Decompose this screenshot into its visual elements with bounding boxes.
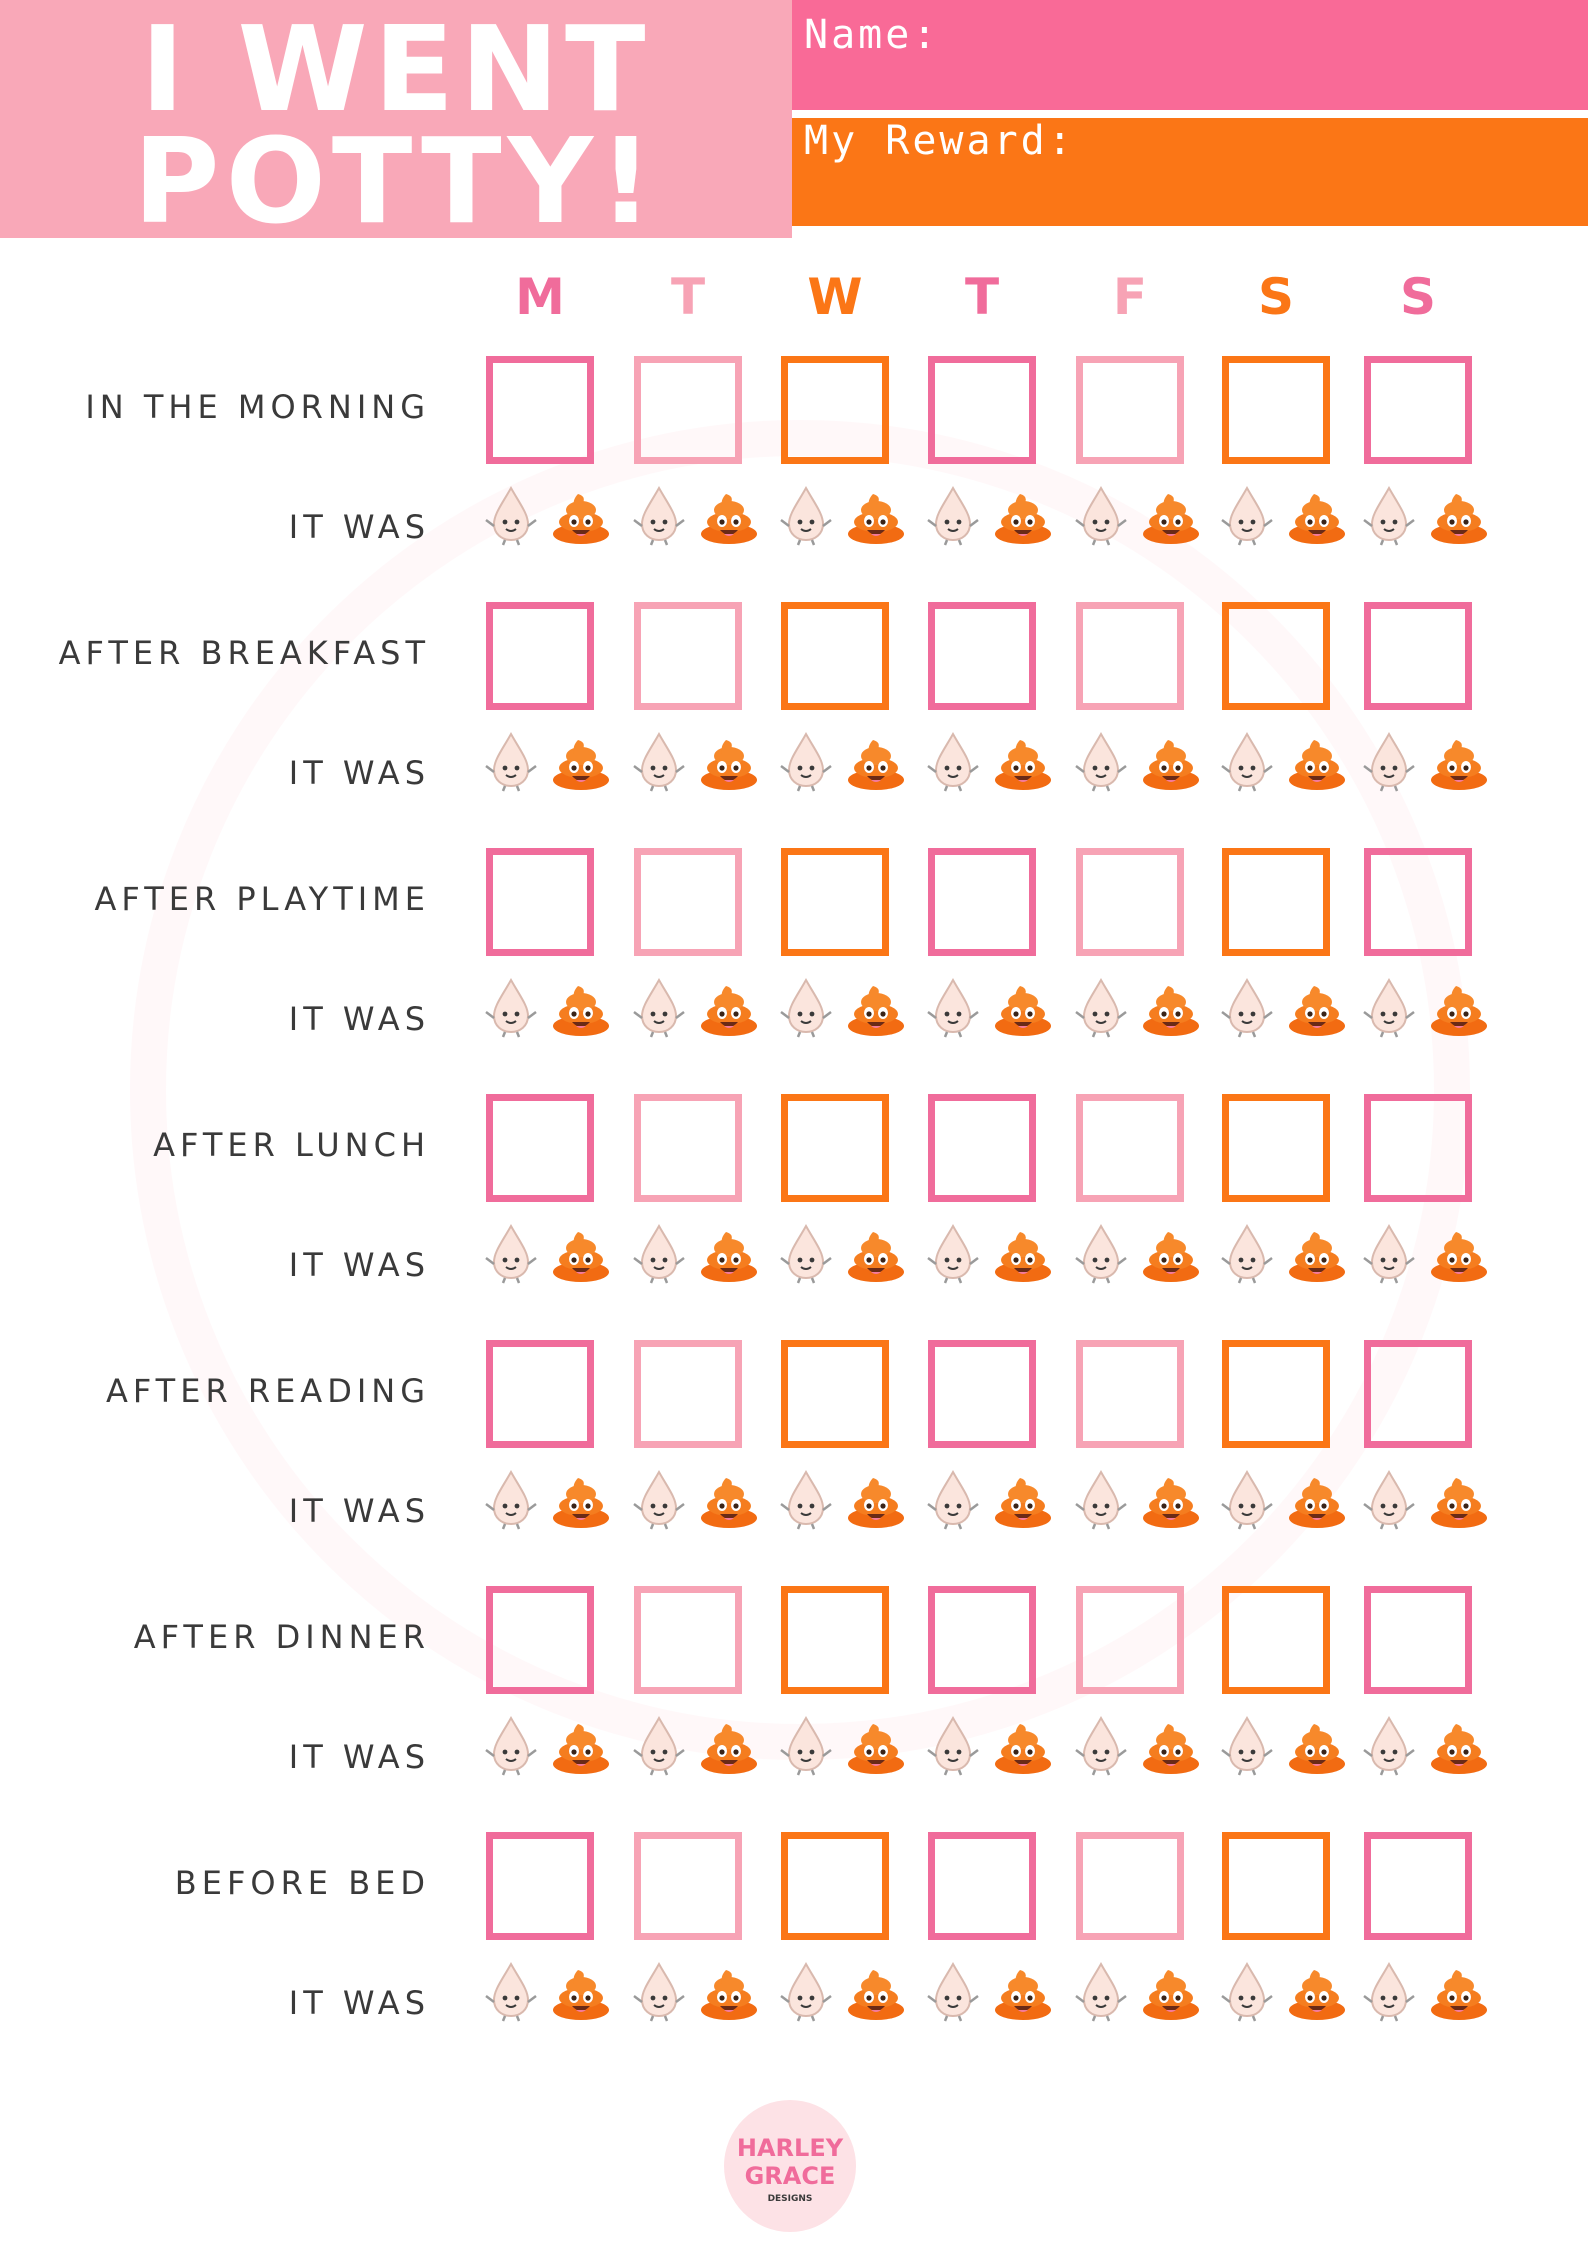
poop-emoji-icon[interactable]	[1140, 1222, 1202, 1284]
water-drop-character-icon[interactable]	[775, 1222, 837, 1284]
check-box[interactable]	[1076, 848, 1184, 956]
water-drop-character-icon[interactable]	[1070, 730, 1132, 792]
check-box[interactable]	[1222, 848, 1330, 956]
check-box[interactable]	[1076, 356, 1184, 464]
poop-emoji-icon[interactable]	[1286, 976, 1348, 1038]
check-box[interactable]	[634, 602, 742, 710]
row-label: AFTER DINNER	[133, 1618, 430, 1656]
result-label: IT WAS	[288, 1000, 430, 1038]
check-box[interactable]	[1076, 1094, 1184, 1202]
water-drop-character-icon[interactable]	[1358, 484, 1420, 546]
poop-emoji-icon[interactable]	[698, 730, 760, 792]
title-banner	[0, 0, 792, 250]
water-drop-character-icon[interactable]	[775, 1714, 837, 1776]
logo-line-1: HARLEY	[736, 2134, 844, 2162]
check-box[interactable]	[781, 1832, 889, 1940]
check-box[interactable]	[1364, 602, 1472, 710]
water-drop-character-icon[interactable]	[628, 1222, 690, 1284]
poop-emoji-icon[interactable]	[1140, 1468, 1202, 1530]
poop-emoji-icon[interactable]	[992, 730, 1054, 792]
water-drop-character-icon[interactable]	[1216, 976, 1278, 1038]
check-box[interactable]	[1364, 1586, 1472, 1694]
poop-emoji-icon[interactable]	[1286, 1222, 1348, 1284]
row-label: AFTER BREAKFAST	[58, 634, 430, 672]
poop-emoji-icon[interactable]	[1286, 730, 1348, 792]
check-box[interactable]	[634, 1832, 742, 1940]
water-drop-character-icon[interactable]	[922, 1468, 984, 1530]
water-drop-character-icon[interactable]	[628, 730, 690, 792]
water-drop-character-icon[interactable]	[1070, 1468, 1132, 1530]
poop-emoji-icon[interactable]	[992, 976, 1054, 1038]
check-box[interactable]	[781, 356, 889, 464]
poop-emoji-icon[interactable]	[1286, 1714, 1348, 1776]
water-drop-character-icon[interactable]	[1070, 484, 1132, 546]
check-box[interactable]	[1364, 1094, 1472, 1202]
day-header-2: W	[807, 268, 863, 326]
check-box[interactable]	[928, 356, 1036, 464]
poop-emoji-icon[interactable]	[698, 976, 760, 1038]
water-drop-character-icon[interactable]	[1358, 730, 1420, 792]
poop-emoji-icon[interactable]	[992, 1222, 1054, 1284]
name-field[interactable]	[792, 0, 1588, 110]
poop-emoji-icon[interactable]	[1140, 1960, 1202, 2022]
water-drop-character-icon[interactable]	[480, 484, 542, 546]
water-drop-character-icon[interactable]	[1216, 1714, 1278, 1776]
water-drop-character-icon[interactable]	[1070, 976, 1132, 1038]
poop-emoji-icon[interactable]	[845, 730, 907, 792]
reward-field[interactable]	[792, 118, 1588, 226]
poop-emoji-icon[interactable]	[1428, 1222, 1490, 1284]
water-drop-character-icon[interactable]	[922, 1222, 984, 1284]
check-box[interactable]	[486, 1340, 594, 1448]
check-box[interactable]	[1222, 1094, 1330, 1202]
check-box[interactable]	[928, 1586, 1036, 1694]
poop-emoji-icon[interactable]	[550, 1960, 612, 2022]
poop-emoji-icon[interactable]	[1286, 1960, 1348, 2022]
check-box[interactable]	[634, 1586, 742, 1694]
water-drop-character-icon[interactable]	[1070, 1960, 1132, 2022]
water-drop-character-icon[interactable]	[628, 484, 690, 546]
water-drop-character-icon[interactable]	[922, 976, 984, 1038]
check-box[interactable]	[1076, 1586, 1184, 1694]
water-drop-character-icon[interactable]	[480, 976, 542, 1038]
water-drop-character-icon[interactable]	[1358, 1468, 1420, 1530]
check-box[interactable]	[1222, 356, 1330, 464]
poop-emoji-icon[interactable]	[550, 1468, 612, 1530]
check-box[interactable]	[486, 1586, 594, 1694]
check-box[interactable]	[634, 1094, 742, 1202]
row-label: AFTER READING	[105, 1372, 430, 1410]
check-box[interactable]	[928, 1832, 1036, 1940]
poop-emoji-icon[interactable]	[550, 1714, 612, 1776]
poop-emoji-icon[interactable]	[698, 1960, 760, 2022]
water-drop-character-icon[interactable]	[628, 976, 690, 1038]
reward-label: My Reward:	[804, 118, 1075, 164]
day-header-0: M	[515, 268, 565, 326]
check-box[interactable]	[781, 848, 889, 956]
row-label: BEFORE BED	[174, 1864, 430, 1902]
water-drop-character-icon[interactable]	[480, 730, 542, 792]
check-box[interactable]	[781, 602, 889, 710]
poop-emoji-icon[interactable]	[1140, 976, 1202, 1038]
check-box[interactable]	[486, 1094, 594, 1202]
check-box[interactable]	[1364, 1340, 1472, 1448]
check-box[interactable]	[1076, 1340, 1184, 1448]
check-box[interactable]	[634, 356, 742, 464]
poop-emoji-icon[interactable]	[1428, 1960, 1490, 2022]
poop-emoji-icon[interactable]	[698, 1468, 760, 1530]
water-drop-character-icon[interactable]	[775, 730, 837, 792]
poop-emoji-icon[interactable]	[698, 1714, 760, 1776]
poop-emoji-icon[interactable]	[550, 1222, 612, 1284]
check-box[interactable]	[1076, 602, 1184, 710]
water-drop-character-icon[interactable]	[775, 1468, 837, 1530]
check-box[interactable]	[781, 1340, 889, 1448]
check-box[interactable]	[634, 1340, 742, 1448]
poop-emoji-icon[interactable]	[1428, 1714, 1490, 1776]
poop-emoji-icon[interactable]	[845, 976, 907, 1038]
poop-emoji-icon[interactable]	[698, 484, 760, 546]
poop-emoji-icon[interactable]	[1286, 484, 1348, 546]
result-label: IT WAS	[288, 754, 430, 792]
row-label: AFTER LUNCH	[153, 1126, 430, 1164]
water-drop-character-icon[interactable]	[922, 1714, 984, 1776]
poop-emoji-icon[interactable]	[698, 1222, 760, 1284]
water-drop-character-icon[interactable]	[1216, 1222, 1278, 1284]
check-box[interactable]	[1222, 1340, 1330, 1448]
result-label: IT WAS	[288, 508, 430, 546]
poop-emoji-icon[interactable]	[992, 1714, 1054, 1776]
check-box[interactable]	[634, 848, 742, 956]
row-label: AFTER PLAYTIME	[94, 880, 430, 918]
title-line-2: POTTY!	[133, 112, 659, 250]
check-box[interactable]	[1364, 1832, 1472, 1940]
result-label: IT WAS	[288, 1492, 430, 1530]
check-box[interactable]	[1222, 1832, 1330, 1940]
poop-emoji-icon[interactable]	[845, 1222, 907, 1284]
check-box[interactable]	[1222, 1586, 1330, 1694]
poop-emoji-icon[interactable]	[845, 1960, 907, 2022]
water-drop-character-icon[interactable]	[922, 1960, 984, 2022]
poop-emoji-icon[interactable]	[550, 976, 612, 1038]
poop-emoji-icon[interactable]	[1286, 1468, 1348, 1530]
water-drop-character-icon[interactable]	[480, 1714, 542, 1776]
water-drop-character-icon[interactable]	[480, 1960, 542, 2022]
poop-emoji-icon[interactable]	[992, 484, 1054, 546]
water-drop-character-icon[interactable]	[775, 484, 837, 546]
check-box[interactable]	[486, 602, 594, 710]
logo-line-3: DESIGNS	[767, 2194, 813, 2204]
result-label: IT WAS	[288, 1246, 430, 1284]
water-drop-character-icon[interactable]	[922, 484, 984, 546]
water-drop-character-icon[interactable]	[1216, 1468, 1278, 1530]
poop-emoji-icon[interactable]	[550, 730, 612, 792]
water-drop-character-icon[interactable]	[775, 976, 837, 1038]
check-box[interactable]	[928, 1094, 1036, 1202]
water-drop-character-icon[interactable]	[628, 1468, 690, 1530]
check-box[interactable]	[928, 848, 1036, 956]
check-box[interactable]	[781, 1094, 889, 1202]
water-drop-character-icon[interactable]	[775, 1960, 837, 2022]
day-header-3: T	[964, 268, 1000, 326]
day-header-1: T	[670, 268, 706, 326]
water-drop-character-icon[interactable]	[1358, 976, 1420, 1038]
poop-emoji-icon[interactable]	[1428, 976, 1490, 1038]
water-drop-character-icon[interactable]	[1358, 1714, 1420, 1776]
check-box[interactable]	[928, 1340, 1036, 1448]
day-header-4: F	[1112, 268, 1148, 326]
check-box[interactable]	[1222, 602, 1330, 710]
poop-emoji-icon[interactable]	[845, 1468, 907, 1530]
water-drop-character-icon[interactable]	[1358, 1222, 1420, 1284]
check-box[interactable]	[1364, 848, 1472, 956]
water-drop-character-icon[interactable]	[1216, 730, 1278, 792]
check-box[interactable]	[928, 602, 1036, 710]
check-box[interactable]	[486, 356, 594, 464]
check-box[interactable]	[1364, 356, 1472, 464]
poop-emoji-icon[interactable]	[1140, 730, 1202, 792]
water-drop-character-icon[interactable]	[1216, 1960, 1278, 2022]
water-drop-character-icon[interactable]	[480, 1222, 542, 1284]
water-drop-character-icon[interactable]	[1070, 1714, 1132, 1776]
poop-emoji-icon[interactable]	[845, 1714, 907, 1776]
poop-emoji-icon[interactable]	[1428, 1468, 1490, 1530]
day-header-6: S	[1399, 268, 1436, 326]
water-drop-character-icon[interactable]	[628, 1714, 690, 1776]
poop-emoji-icon[interactable]	[845, 484, 907, 546]
water-drop-character-icon[interactable]	[480, 1468, 542, 1530]
row-label: IN THE MORNING	[85, 388, 430, 426]
logo-line-2: GRACE	[744, 2162, 836, 2190]
poop-emoji-icon[interactable]	[1140, 1714, 1202, 1776]
water-drop-character-icon[interactable]	[628, 1960, 690, 2022]
poop-emoji-icon[interactable]	[1428, 484, 1490, 546]
result-label: IT WAS	[288, 1738, 430, 1776]
poop-emoji-icon[interactable]	[992, 1960, 1054, 2022]
poop-emoji-icon[interactable]	[1428, 730, 1490, 792]
check-box[interactable]	[1076, 1832, 1184, 1940]
title-line-1: I WENT	[140, 0, 652, 138]
result-label: IT WAS	[288, 1984, 430, 2022]
water-drop-character-icon[interactable]	[1070, 1222, 1132, 1284]
poop-emoji-icon[interactable]	[992, 1468, 1054, 1530]
name-label: Name:	[804, 12, 940, 58]
poop-emoji-icon[interactable]	[1140, 484, 1202, 546]
day-header-5: S	[1257, 268, 1294, 326]
poop-emoji-icon[interactable]	[550, 484, 612, 546]
water-drop-character-icon[interactable]	[922, 730, 984, 792]
water-drop-character-icon[interactable]	[1358, 1960, 1420, 2022]
check-box[interactable]	[486, 1832, 594, 1940]
check-box[interactable]	[486, 848, 594, 956]
check-box[interactable]	[781, 1586, 889, 1694]
water-drop-character-icon[interactable]	[1216, 484, 1278, 546]
brand-logo	[724, 2100, 856, 2232]
